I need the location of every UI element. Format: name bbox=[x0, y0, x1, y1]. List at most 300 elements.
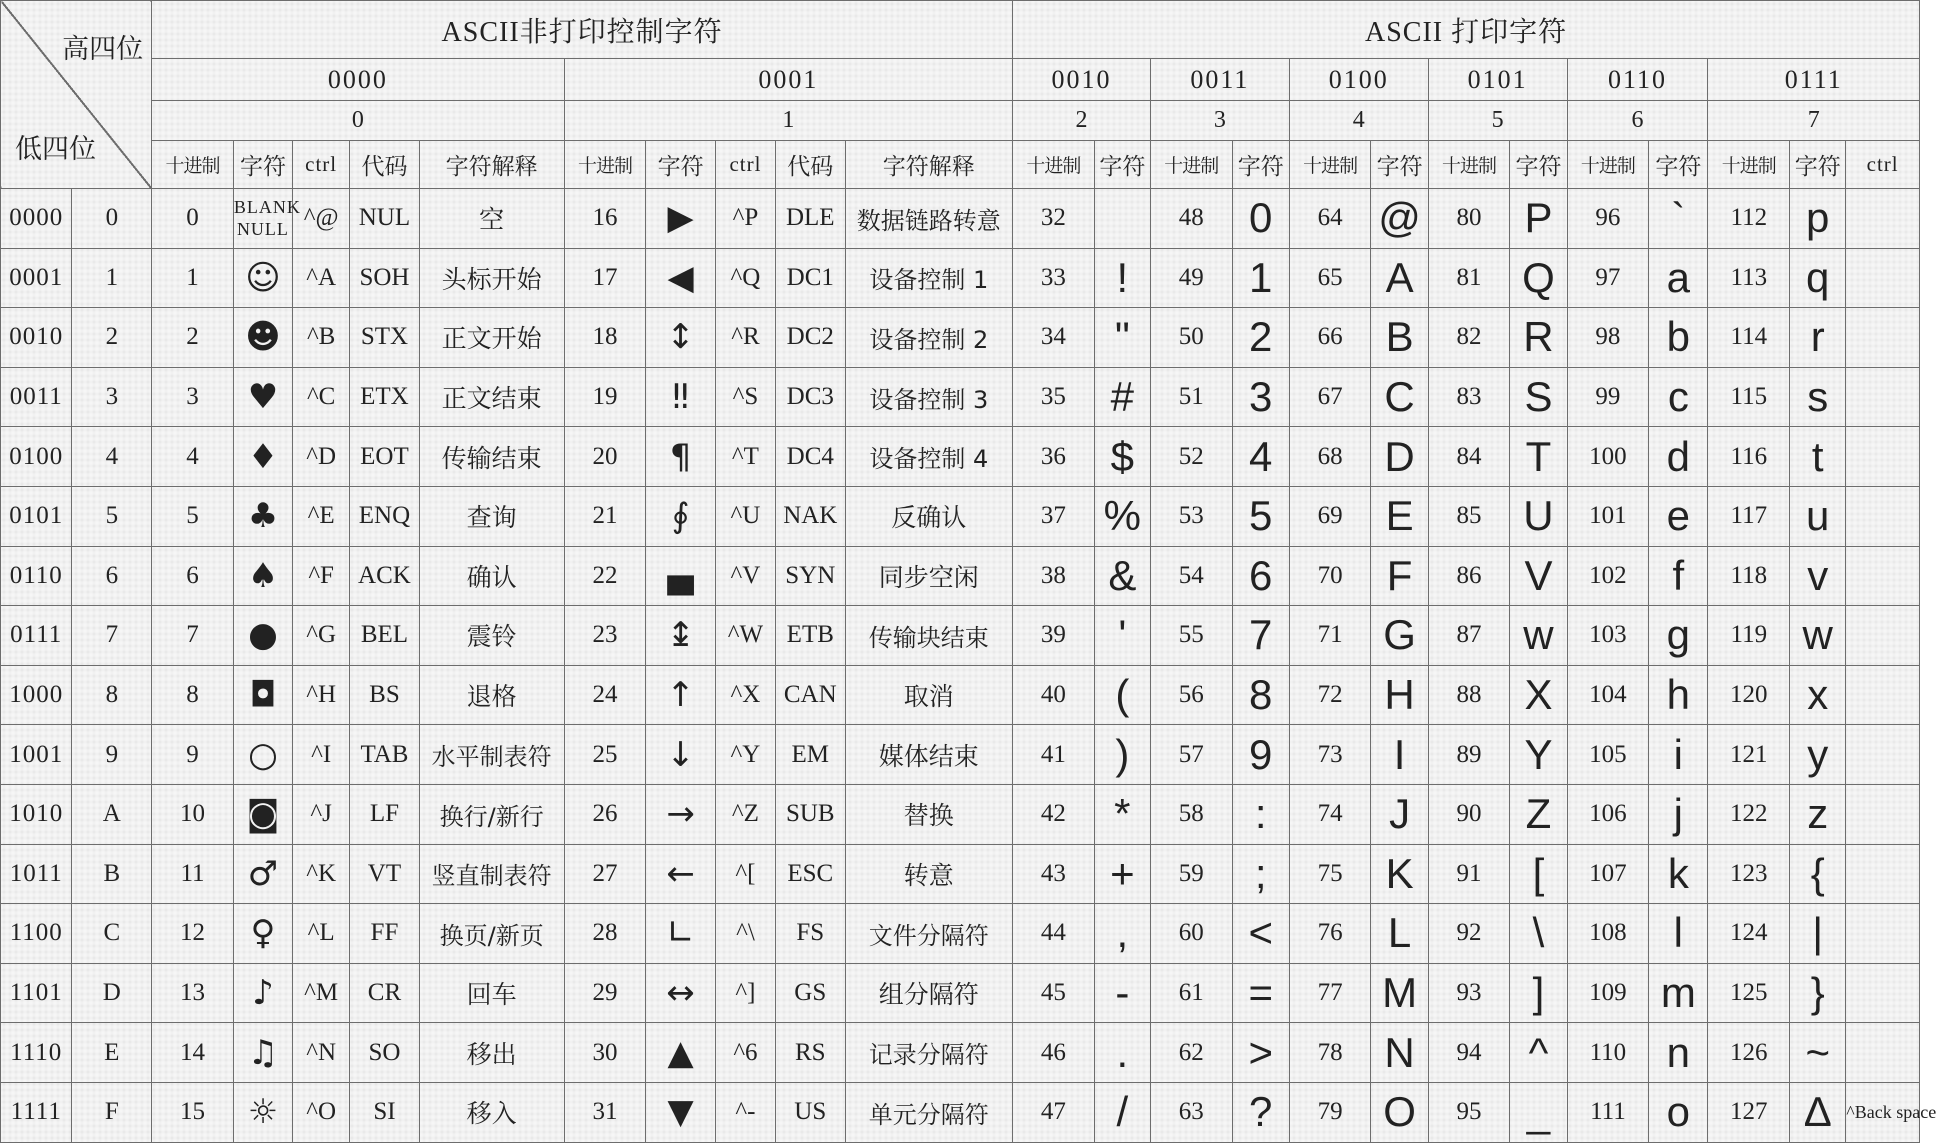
char-glyph-cell: ☻ bbox=[233, 308, 292, 368]
decimal-cell: 51 bbox=[1150, 367, 1232, 427]
high-nibble-hex: 3 bbox=[1150, 101, 1289, 141]
decimal-cell: 69 bbox=[1289, 486, 1371, 546]
printable-char-cell: , bbox=[1094, 904, 1150, 964]
ctrl-combo-cell: ^J bbox=[293, 784, 350, 844]
printable-char-cell: @ bbox=[1371, 189, 1428, 249]
code-cell: CR bbox=[350, 963, 419, 1023]
code-cell: GS bbox=[776, 963, 845, 1023]
ctrl-col7-cell: ^Back space bbox=[1846, 1082, 1920, 1142]
printable-char-cell: h bbox=[1649, 665, 1708, 725]
ctrl-col7-cell bbox=[1846, 725, 1920, 785]
printable-char-cell: * bbox=[1094, 784, 1150, 844]
col-header-decimal: 十进制 bbox=[564, 141, 646, 189]
explanation-cell: 竖直制表符 bbox=[419, 844, 564, 904]
code-cell: ENQ bbox=[350, 486, 419, 546]
char-glyph-cell: ▼ bbox=[646, 1082, 715, 1142]
decimal-cell: 82 bbox=[1428, 308, 1510, 368]
table-row bbox=[1, 486, 1920, 546]
ctrl-col7-cell bbox=[1846, 784, 1920, 844]
printable-char-cell: m bbox=[1649, 963, 1708, 1023]
low-nibble-hex: 1 bbox=[72, 248, 152, 308]
code-cell: ACK bbox=[350, 546, 419, 606]
ctrl-col7-cell bbox=[1846, 189, 1920, 249]
low-nibble-bits: 0000 bbox=[1, 189, 72, 249]
decimal-cell: 124 bbox=[1708, 904, 1790, 964]
col-header-ctrl: ctrl bbox=[715, 141, 775, 189]
printable-char-cell: Y bbox=[1510, 725, 1567, 785]
col-header-decimal: 十进制 bbox=[1013, 141, 1095, 189]
ctrl-combo-cell: ^H bbox=[293, 665, 350, 725]
low-nibble-hex: 4 bbox=[72, 427, 152, 487]
decimal-cell: 72 bbox=[1289, 665, 1371, 725]
col-header-char: 字符 bbox=[1790, 141, 1846, 189]
high-nibble-bits: 0010 bbox=[1013, 59, 1151, 101]
explanation-cell: 移入 bbox=[419, 1082, 564, 1142]
col-header-decimal: 十进制 bbox=[1289, 141, 1371, 189]
decimal-cell: 91 bbox=[1428, 844, 1510, 904]
table-row bbox=[1, 1023, 1920, 1083]
printable-char-cell: ( bbox=[1094, 665, 1150, 725]
decimal-cell: 64 bbox=[1289, 189, 1371, 249]
printable-char-cell: j bbox=[1649, 784, 1708, 844]
decimal-cell: 93 bbox=[1428, 963, 1510, 1023]
low-nibble-bits: 0001 bbox=[1, 248, 72, 308]
ctrl-combo-cell: ^S bbox=[715, 367, 775, 427]
printable-char-cell: e bbox=[1649, 486, 1708, 546]
char-glyph-cell: ♪ bbox=[233, 963, 292, 1023]
low-nibble-bits: 0101 bbox=[1, 486, 72, 546]
printable-char-cell: > bbox=[1232, 1023, 1289, 1083]
decimal-cell: 22 bbox=[564, 546, 646, 606]
decimal-cell: 94 bbox=[1428, 1023, 1510, 1083]
table-row bbox=[1, 308, 1920, 368]
decimal-cell: 12 bbox=[152, 904, 234, 964]
printable-char-cell: f bbox=[1649, 546, 1708, 606]
col-header-char: 字符 bbox=[646, 141, 715, 189]
printable-char-cell: 8 bbox=[1232, 665, 1289, 725]
explanation-cell: 正文开始 bbox=[419, 308, 564, 368]
printable-char-cell: ] bbox=[1510, 963, 1567, 1023]
ctrl-combo-cell: ^O bbox=[293, 1082, 350, 1142]
decimal-cell: 37 bbox=[1013, 486, 1095, 546]
decimal-cell: 114 bbox=[1708, 308, 1790, 368]
printable-char-cell: u bbox=[1790, 486, 1846, 546]
printable-char-cell: 0 bbox=[1232, 189, 1289, 249]
high-nibble-bits: 0111 bbox=[1708, 59, 1920, 101]
decimal-cell: 87 bbox=[1428, 606, 1510, 666]
ctrl-col7-cell bbox=[1846, 367, 1920, 427]
printable-char-cell: ! bbox=[1094, 248, 1150, 308]
ctrl-col7-cell bbox=[1846, 1023, 1920, 1083]
char-glyph-cell: ♥ bbox=[233, 367, 292, 427]
decimal-cell: 13 bbox=[152, 963, 234, 1023]
decimal-cell: 55 bbox=[1150, 606, 1232, 666]
high-nibble-bits: 0011 bbox=[1150, 59, 1289, 101]
low-nibble-hex: 5 bbox=[72, 486, 152, 546]
col-header-decimal: 十进制 bbox=[1708, 141, 1790, 189]
decimal-cell: 56 bbox=[1150, 665, 1232, 725]
char-glyph-cell: ↑ bbox=[646, 665, 715, 725]
printable-char-cell: 4 bbox=[1232, 427, 1289, 487]
printable-char-cell: G bbox=[1371, 606, 1428, 666]
explanation-cell: 文件分隔符 bbox=[845, 904, 1013, 964]
high-nibble-label: 高四位 bbox=[62, 34, 144, 65]
decimal-cell: 21 bbox=[564, 486, 646, 546]
code-cell: CAN bbox=[776, 665, 845, 725]
decimal-cell: 81 bbox=[1428, 248, 1510, 308]
decimal-cell: 100 bbox=[1567, 427, 1649, 487]
ctrl-combo-cell: ^T bbox=[715, 427, 775, 487]
decimal-cell: 88 bbox=[1428, 665, 1510, 725]
ctrl-combo-cell: ^A bbox=[293, 248, 350, 308]
code-cell: ETB bbox=[776, 606, 845, 666]
printable-char-cell: | bbox=[1790, 904, 1846, 964]
printable-char-cell: s bbox=[1790, 367, 1846, 427]
printable-char-cell: q bbox=[1790, 248, 1846, 308]
decimal-cell: 26 bbox=[564, 784, 646, 844]
char-glyph-cell: ← bbox=[646, 844, 715, 904]
explanation-cell: 换页/新页 bbox=[419, 904, 564, 964]
decimal-cell: 2 bbox=[152, 308, 234, 368]
col-header-char: 字符 bbox=[233, 141, 292, 189]
decimal-cell: 120 bbox=[1708, 665, 1790, 725]
decimal-cell: 41 bbox=[1013, 725, 1095, 785]
ctrl-combo-cell: ^L bbox=[293, 904, 350, 964]
printable-char-cell: H bbox=[1371, 665, 1428, 725]
decimal-cell: 106 bbox=[1567, 784, 1649, 844]
printable-char-cell: l bbox=[1649, 904, 1708, 964]
code-cell: RS bbox=[776, 1023, 845, 1083]
printable-char-cell: r bbox=[1790, 308, 1846, 368]
printable-char-cell: { bbox=[1790, 844, 1846, 904]
decimal-cell: 97 bbox=[1567, 248, 1649, 308]
code-cell: BEL bbox=[350, 606, 419, 666]
decimal-cell: 71 bbox=[1289, 606, 1371, 666]
printable-char-cell: < bbox=[1232, 904, 1289, 964]
explanation-cell: 正文结束 bbox=[419, 367, 564, 427]
printable-char-cell: g bbox=[1649, 606, 1708, 666]
printable-char-cell: N bbox=[1371, 1023, 1428, 1083]
char-glyph-cell: ↨ bbox=[646, 606, 715, 666]
ctrl-combo-cell: ^Y bbox=[715, 725, 775, 785]
ctrl-combo-cell: ^W bbox=[715, 606, 775, 666]
code-cell: DC4 bbox=[776, 427, 845, 487]
decimal-cell: 23 bbox=[564, 606, 646, 666]
printable-char-cell: ; bbox=[1232, 844, 1289, 904]
code-cell: SYN bbox=[776, 546, 845, 606]
col-header-char: 字符 bbox=[1232, 141, 1289, 189]
low-nibble-bits: 0110 bbox=[1, 546, 72, 606]
printable-char-cell: ` bbox=[1649, 189, 1708, 249]
explanation-cell: 反确认 bbox=[845, 486, 1013, 546]
decimal-cell: 85 bbox=[1428, 486, 1510, 546]
high-nibble-hex: 6 bbox=[1567, 101, 1708, 141]
col-header-explanation: 字符解释 bbox=[845, 141, 1013, 189]
code-cell: ESC bbox=[776, 844, 845, 904]
explanation-cell: 回车 bbox=[419, 963, 564, 1023]
decimal-cell: 95 bbox=[1428, 1082, 1510, 1142]
printable-char-cell: ^ bbox=[1510, 1023, 1567, 1083]
char-glyph-cell: ♀ bbox=[233, 904, 292, 964]
printable-char-cell: 9 bbox=[1232, 725, 1289, 785]
decimal-cell: 34 bbox=[1013, 308, 1095, 368]
low-nibble-hex: C bbox=[72, 904, 152, 964]
table-row bbox=[1, 725, 1920, 785]
decimal-cell: 117 bbox=[1708, 486, 1790, 546]
table-row bbox=[1, 248, 1920, 308]
decimal-cell: 44 bbox=[1013, 904, 1095, 964]
printable-char-cell: $ bbox=[1094, 427, 1150, 487]
ctrl-combo-cell: ^B bbox=[293, 308, 350, 368]
ctrl-combo-cell: ^K bbox=[293, 844, 350, 904]
decimal-cell: 89 bbox=[1428, 725, 1510, 785]
decimal-cell: 6 bbox=[152, 546, 234, 606]
char-glyph-cell: ▶ bbox=[646, 189, 715, 249]
decimal-cell: 79 bbox=[1289, 1082, 1371, 1142]
printable-char-cell: + bbox=[1094, 844, 1150, 904]
decimal-cell: 62 bbox=[1150, 1023, 1232, 1083]
char-glyph-cell: ▲ bbox=[646, 1023, 715, 1083]
printable-char-cell: I bbox=[1371, 725, 1428, 785]
printable-char-cell: n bbox=[1649, 1023, 1708, 1083]
decimal-cell: 96 bbox=[1567, 189, 1649, 249]
decimal-cell: 92 bbox=[1428, 904, 1510, 964]
explanation-cell: 替换 bbox=[845, 784, 1013, 844]
decimal-cell: 80 bbox=[1428, 189, 1510, 249]
low-nibble-hex: A bbox=[72, 784, 152, 844]
printable-char-cell: a bbox=[1649, 248, 1708, 308]
decimal-cell: 17 bbox=[564, 248, 646, 308]
code-cell: FF bbox=[350, 904, 419, 964]
explanation-cell: 空 bbox=[419, 189, 564, 249]
ctrl-combo-cell: ^F bbox=[293, 546, 350, 606]
char-glyph-cell: ↔ bbox=[646, 963, 715, 1023]
printable-char-cell: K bbox=[1371, 844, 1428, 904]
char-glyph-cell: ☼ bbox=[233, 1082, 292, 1142]
decimal-cell: 3 bbox=[152, 367, 234, 427]
decimal-cell: 40 bbox=[1013, 665, 1095, 725]
decimal-cell: 14 bbox=[152, 1023, 234, 1083]
ctrl-combo-cell: ^- bbox=[715, 1082, 775, 1142]
ctrl-combo-cell: ^Q bbox=[715, 248, 775, 308]
high-nibble-bits: 0001 bbox=[564, 59, 1012, 101]
explanation-cell: 移出 bbox=[419, 1023, 564, 1083]
decimal-cell: 77 bbox=[1289, 963, 1371, 1023]
col-header-char: 字符 bbox=[1649, 141, 1708, 189]
high-nibble-hex: 2 bbox=[1013, 101, 1151, 141]
char-glyph-cell: ○ bbox=[233, 725, 292, 785]
printable-char-cell: d bbox=[1649, 427, 1708, 487]
printable-char-cell: : bbox=[1232, 784, 1289, 844]
ctrl-col7-cell bbox=[1846, 844, 1920, 904]
printable-char-cell: ~ bbox=[1790, 1023, 1846, 1083]
high-nibble-hex: 5 bbox=[1428, 101, 1567, 141]
printable-char-cell: U bbox=[1510, 486, 1567, 546]
printable-char-cell: 7 bbox=[1232, 606, 1289, 666]
high-nibble-bits: 0000 bbox=[152, 59, 565, 101]
char-glyph-cell: ♂ bbox=[233, 844, 292, 904]
char-glyph-cell: ◙ bbox=[233, 784, 292, 844]
decimal-cell: 58 bbox=[1150, 784, 1232, 844]
col-header-decimal: 十进制 bbox=[1428, 141, 1510, 189]
ctrl-combo-cell: ^M bbox=[293, 963, 350, 1023]
printable-char-cell: & bbox=[1094, 546, 1150, 606]
ctrl-col7-cell bbox=[1846, 486, 1920, 546]
decimal-cell: 49 bbox=[1150, 248, 1232, 308]
printable-char-cell: T bbox=[1510, 427, 1567, 487]
code-cell: TAB bbox=[350, 725, 419, 785]
explanation-cell: 组分隔符 bbox=[845, 963, 1013, 1023]
decimal-cell: 45 bbox=[1013, 963, 1095, 1023]
code-cell: NAK bbox=[776, 486, 845, 546]
ctrl-combo-cell: ^\ bbox=[715, 904, 775, 964]
decimal-cell: 103 bbox=[1567, 606, 1649, 666]
decimal-cell: 118 bbox=[1708, 546, 1790, 606]
decimal-cell: 109 bbox=[1567, 963, 1649, 1023]
null-label: NULL bbox=[236, 219, 289, 240]
nonprint-section-title: ASCII非打印控制字符 bbox=[152, 1, 1013, 59]
ctrl-combo-cell: ^C bbox=[293, 367, 350, 427]
decimal-cell: 123 bbox=[1708, 844, 1790, 904]
low-nibble-bits: 0010 bbox=[1, 308, 72, 368]
decimal-cell: 35 bbox=[1013, 367, 1095, 427]
decimal-cell: 83 bbox=[1428, 367, 1510, 427]
ctrl-combo-cell: ^N bbox=[293, 1023, 350, 1083]
decimal-cell: 78 bbox=[1289, 1023, 1371, 1083]
ctrl-combo-cell: ^@ bbox=[293, 189, 350, 249]
decimal-cell: 19 bbox=[564, 367, 646, 427]
printable-char-cell: x bbox=[1790, 665, 1846, 725]
blank-label: BLANK bbox=[233, 197, 301, 218]
decimal-cell: 25 bbox=[564, 725, 646, 785]
printable-char-cell: 2 bbox=[1232, 308, 1289, 368]
code-cell: DC1 bbox=[776, 248, 845, 308]
table-row bbox=[1, 784, 1920, 844]
char-glyph-cell: ◘ bbox=[233, 665, 292, 725]
low-nibble-hex: E bbox=[72, 1023, 152, 1083]
code-cell: SO bbox=[350, 1023, 419, 1083]
low-nibble-hex: 6 bbox=[72, 546, 152, 606]
decimal-cell: 5 bbox=[152, 486, 234, 546]
decimal-cell: 15 bbox=[152, 1082, 234, 1142]
decimal-cell: 28 bbox=[564, 904, 646, 964]
decimal-cell: 67 bbox=[1289, 367, 1371, 427]
low-nibble-hex: D bbox=[72, 963, 152, 1023]
code-cell: EM bbox=[776, 725, 845, 785]
printable-char-cell: / bbox=[1094, 1082, 1150, 1142]
printable-char-cell: . bbox=[1094, 1023, 1150, 1083]
decimal-cell: 75 bbox=[1289, 844, 1371, 904]
decimal-cell: 116 bbox=[1708, 427, 1790, 487]
printable-char-cell: [ bbox=[1510, 844, 1567, 904]
explanation-cell: 转意 bbox=[845, 844, 1013, 904]
printable-char-cell: _ bbox=[1510, 1082, 1567, 1142]
code-cell: STX bbox=[350, 308, 419, 368]
printable-char-cell: p bbox=[1790, 189, 1846, 249]
high-nibble-hex: 1 bbox=[564, 101, 1012, 141]
code-cell: DC3 bbox=[776, 367, 845, 427]
decimal-cell: 53 bbox=[1150, 486, 1232, 546]
printable-char-cell bbox=[1094, 189, 1150, 249]
decimal-cell: 50 bbox=[1150, 308, 1232, 368]
char-glyph-cell: ☺ bbox=[233, 248, 292, 308]
low-nibble-bits: 0011 bbox=[1, 367, 72, 427]
decimal-cell: 42 bbox=[1013, 784, 1095, 844]
code-cell: DC2 bbox=[776, 308, 845, 368]
printable-char-cell: - bbox=[1094, 963, 1150, 1023]
decimal-cell: 66 bbox=[1289, 308, 1371, 368]
printable-char-cell: v bbox=[1790, 546, 1846, 606]
code-cell: SOH bbox=[350, 248, 419, 308]
ctrl-col7-cell bbox=[1846, 308, 1920, 368]
print-section-title: ASCII 打印字符 bbox=[1013, 1, 1920, 59]
printable-char-cell: Z bbox=[1510, 784, 1567, 844]
code-cell: DLE bbox=[776, 189, 845, 249]
ctrl-combo-cell: ^I bbox=[293, 725, 350, 785]
decimal-cell: 30 bbox=[564, 1023, 646, 1083]
decimal-cell: 127 bbox=[1708, 1082, 1790, 1142]
explanation-cell: 退格 bbox=[419, 665, 564, 725]
decimal-cell: 105 bbox=[1567, 725, 1649, 785]
table-row bbox=[1, 665, 1920, 725]
ctrl-combo-cell: ^G bbox=[293, 606, 350, 666]
explanation-cell: 水平制表符 bbox=[419, 725, 564, 785]
printable-char-cell: ' bbox=[1094, 606, 1150, 666]
low-nibble-bits: 1011 bbox=[1, 844, 72, 904]
decimal-cell: 0 bbox=[152, 189, 234, 249]
high-nibble-hex: 7 bbox=[1708, 101, 1920, 141]
code-cell: ETX bbox=[350, 367, 419, 427]
decimal-cell: 9 bbox=[152, 725, 234, 785]
ctrl-combo-cell: ^E bbox=[293, 486, 350, 546]
code-cell: VT bbox=[350, 844, 419, 904]
low-nibble-bits: 1101 bbox=[1, 963, 72, 1023]
explanation-cell: 传输结束 bbox=[419, 427, 564, 487]
decimal-cell: 115 bbox=[1708, 367, 1790, 427]
ctrl-combo-cell: ^X bbox=[715, 665, 775, 725]
printable-char-cell: 3 bbox=[1232, 367, 1289, 427]
printable-char-cell: c bbox=[1649, 367, 1708, 427]
high-nibble-bits: 0110 bbox=[1567, 59, 1708, 101]
table-row bbox=[1, 904, 1920, 964]
printable-char-cell: M bbox=[1371, 963, 1428, 1023]
decimal-cell: 4 bbox=[152, 427, 234, 487]
ctrl-col7-cell bbox=[1846, 904, 1920, 964]
col-header-char: 字符 bbox=[1510, 141, 1567, 189]
char-glyph-cell: ↓ bbox=[646, 725, 715, 785]
decimal-cell: 27 bbox=[564, 844, 646, 904]
decimal-cell: 121 bbox=[1708, 725, 1790, 785]
decimal-cell: 104 bbox=[1567, 665, 1649, 725]
printable-char-cell: C bbox=[1371, 367, 1428, 427]
decimal-cell: 113 bbox=[1708, 248, 1790, 308]
printable-char-cell: ) bbox=[1094, 725, 1150, 785]
printable-char-cell: y bbox=[1790, 725, 1846, 785]
ctrl-col7-cell bbox=[1846, 427, 1920, 487]
low-nibble-bits: 0111 bbox=[1, 606, 72, 666]
explanation-cell: 传输块结束 bbox=[845, 606, 1013, 666]
decimal-cell: 18 bbox=[564, 308, 646, 368]
char-glyph-cell: ∟ bbox=[646, 904, 715, 964]
table-row bbox=[1, 606, 1920, 666]
char-glyph-cell: ∮ bbox=[646, 486, 715, 546]
printable-char-cell: A bbox=[1371, 248, 1428, 308]
low-nibble-hex: 0 bbox=[72, 189, 152, 249]
col-header-explanation: 字符解释 bbox=[419, 141, 564, 189]
decimal-cell: 108 bbox=[1567, 904, 1649, 964]
ctrl-col7-cell bbox=[1846, 963, 1920, 1023]
decimal-cell: 32 bbox=[1013, 189, 1095, 249]
